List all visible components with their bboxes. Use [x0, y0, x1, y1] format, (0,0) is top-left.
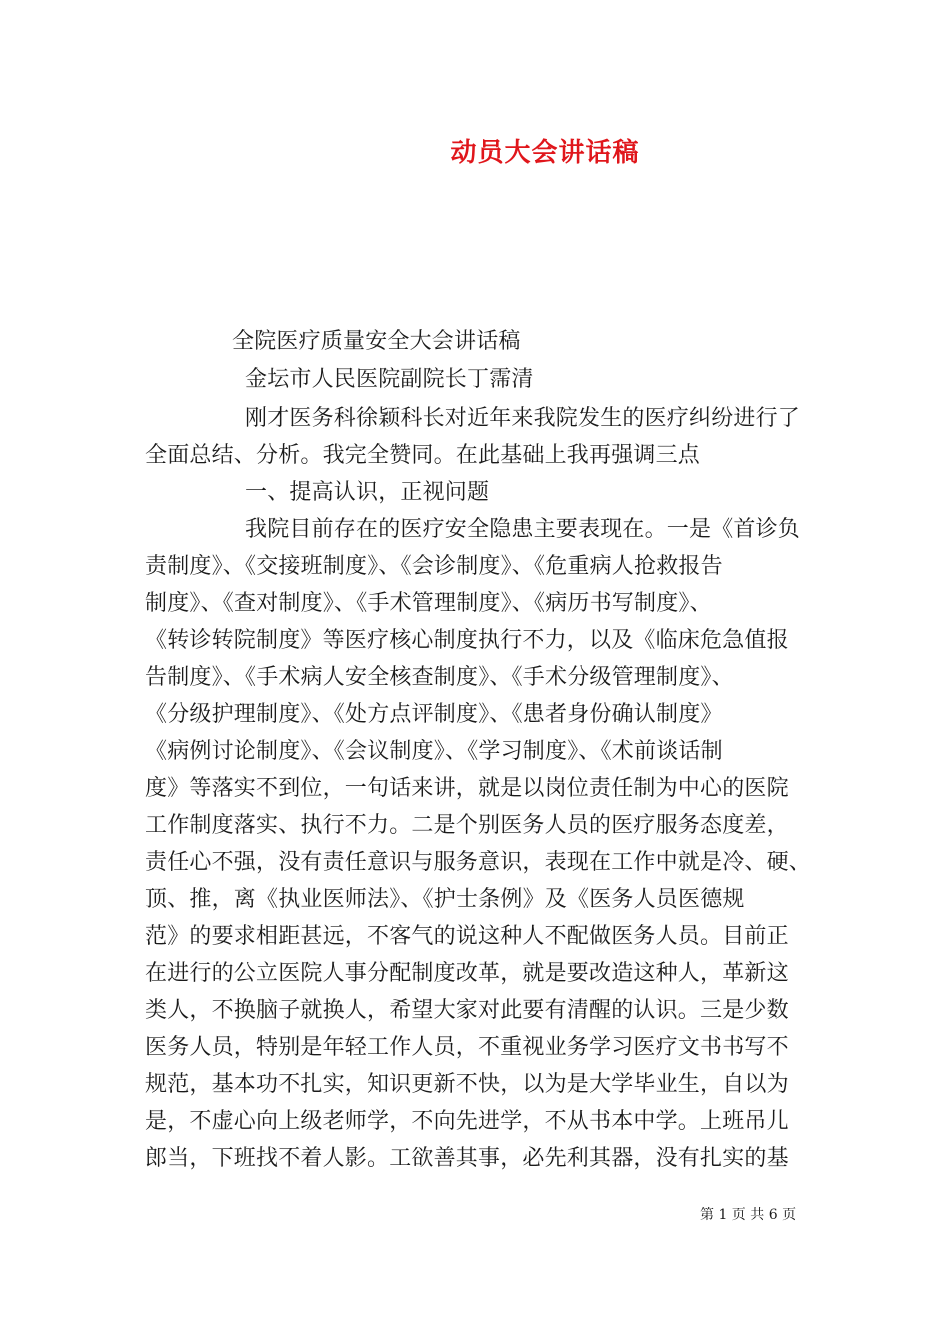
body-line: 全面总结、分析。我完全赞同。在此基础上我再强调三点 — [145, 443, 701, 468]
document-title: 动员大会讲话稿 — [450, 138, 640, 168]
document-author: 金坛市人民医院副院长丁霈清 — [245, 367, 534, 392]
document-subtitle: 全院医疗质量安全大会讲话稿 — [232, 329, 521, 354]
body-line: 是，不虚心向上级老师学，不向先进学，不从书本中学。上班吊儿 — [145, 1109, 789, 1134]
section-heading: 一、提高认识，正视问题 — [245, 480, 490, 505]
body-line: 刚才医务科徐颖科长对近年来我院发生的医疗纠纷进行了 — [245, 406, 801, 431]
body-line: 责任心不强，没有责任意识与服务意识，表现在工作中就是冷、硬、 — [145, 850, 812, 875]
body-line: 在进行的公立医院人事分配制度改革，就是要改造这种人，革新这 — [145, 961, 789, 986]
body-line: 制度》、《查对制度》、《手术管理制度》、《病历书写制度》、 — [145, 591, 712, 616]
page-number: 第 1 页 共 6 页 — [700, 1207, 797, 1223]
body-line: 医务人员，特别是年轻工作人员，不重视业务学习医疗文书书写不 — [145, 1035, 789, 1060]
body-line: 范》的要求相距甚远，不客气的说这种人不配做医务人员。目前正 — [145, 924, 789, 949]
body-line: 工作制度落实、执行不力。二是个别医务人员的医疗服务态度差， — [145, 813, 789, 838]
body-line: 度》等落实不到位，一句话来讲，就是以岗位责任制为中心的医院 — [145, 776, 789, 801]
body-line: 规范，基本功不扎实，知识更新不快，以为是大学毕业生，自以为 — [145, 1072, 789, 1097]
body-line: 责制度》、《交接班制度》、《会诊制度》、《危重病人抢救报告 — [145, 554, 723, 579]
body-line: 《分级护理制度》、《处方点评制度》、《患者身份确认制度》 — [145, 702, 723, 727]
body-line: 《病例讨论制度》、《会议制度》、《学习制度》、《术前谈话制 — [145, 739, 723, 764]
body-line: 郎当，下班找不着人影。工欲善其事，必先利其器，没有扎实的基 — [145, 1146, 789, 1171]
body-line: 我院目前存在的医疗安全隐患主要表现在。一是《首诊负 — [245, 517, 801, 542]
body-line: 顶、推，离《执业医师法》、《护士条例》及《医务人员医德规 — [145, 887, 745, 912]
body-line: 《转诊转院制度》等医疗核心制度执行不力，以及《临床危急值报 — [145, 628, 789, 653]
body-line: 告制度》、《手术病人安全核查制度》、《手术分级管理制度》、 — [145, 665, 734, 690]
body-line: 类人，不换脑子就换人，希望大家对此要有清醒的认识。三是少数 — [145, 998, 789, 1023]
